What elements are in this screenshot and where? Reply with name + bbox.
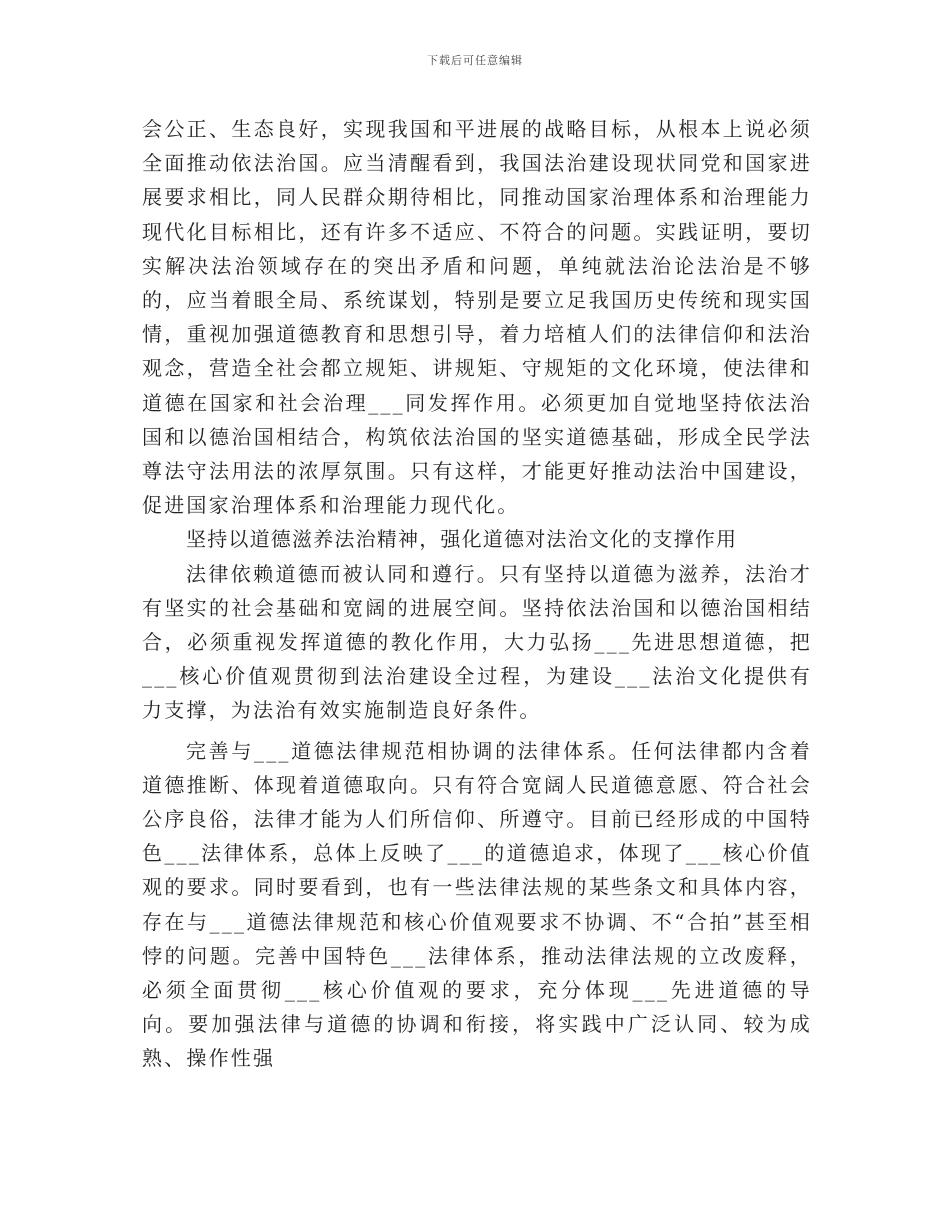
paragraph-legal-system-coordination: 完善与___道德法律规范相协调的法律体系。任何法律都内含着道德推断、体现着道德取向。只有符合宽阔人民道德意愿、符合社会公序良俗，法律才能为人们所信仰、所遵守。目前已经形成的中国特色___法律体系，总体上反映了___的道德追求，体现了___核心价值观的要求。同时要看到，也有一些法律法规的某些条文和具体内容，存在与___道德法律规范和核心价值观要求不协调、不“合拍”甚至相悖的问题。完善中国特色___法律体系，推动法律法规的立改废释，必须全面贯彻___核心价值观的要求，充分体现___先进道德的导向。要加强法律与道德的协调和衔接，将实践中广泛认同、较为成熟、操作性强 bbox=[142, 738, 812, 1071]
paragraph-rule-of-law-goals: 会公正、生态良好，实现我国和平进展的战略目标，从根本上说必须全面推动依法治国。应当清醒看到，我国法治建设现状同党和国家进展要求相比，同人民群众期待相比，同推动国家治理体系和治理能力现代化目标相比，还有许多不适应、不符合的问题。实践证明，要切实解决法治领域存在的突出矛盾和问题，单纯就法治论法治是不够的，应当着眼全局、系统谋划，特别是要立足我国历史传统和现实国情，重视加强道德教育和思想引导，着力培植人们的法律信仰和法治观念，营造全社会都立规矩、讲规矩、守规矩的文化环境，使法律和道德在国家和社会治理___同发挥作用。必须更加自觉地坚持依法治国和以德治国相结合，构筑依法治国的坚实道德基础，形成全民学法尊法守法用法的浓厚氛围。只有这样，才能更好推动法治中国建设，促进国家治理体系和治理能力现代化。 bbox=[142, 117, 812, 518]
section-heading: 坚持以道德滋养法治精神，强化道德对法治文化的支撑作用 bbox=[186, 527, 738, 552]
page-header-note: 下载后可任意编辑 bbox=[427, 54, 523, 67]
paragraph-morality-nourishes-law: 法律依赖道德而被认同和遵行。只有坚持以道德为滋养，法治才有坚实的社会基础和宽阔的进展空间。坚持依法治国和以德治国相结合，必须重视发挥道德的教化作用，大力弘扬___先进思想道德，把___核心价值观贯彻到法治建设全过程，为建设___法治文化提供有力支撑，为法治有效实施制造良好条件。 bbox=[142, 561, 812, 723]
document-body bbox=[142, 112, 812, 1076]
